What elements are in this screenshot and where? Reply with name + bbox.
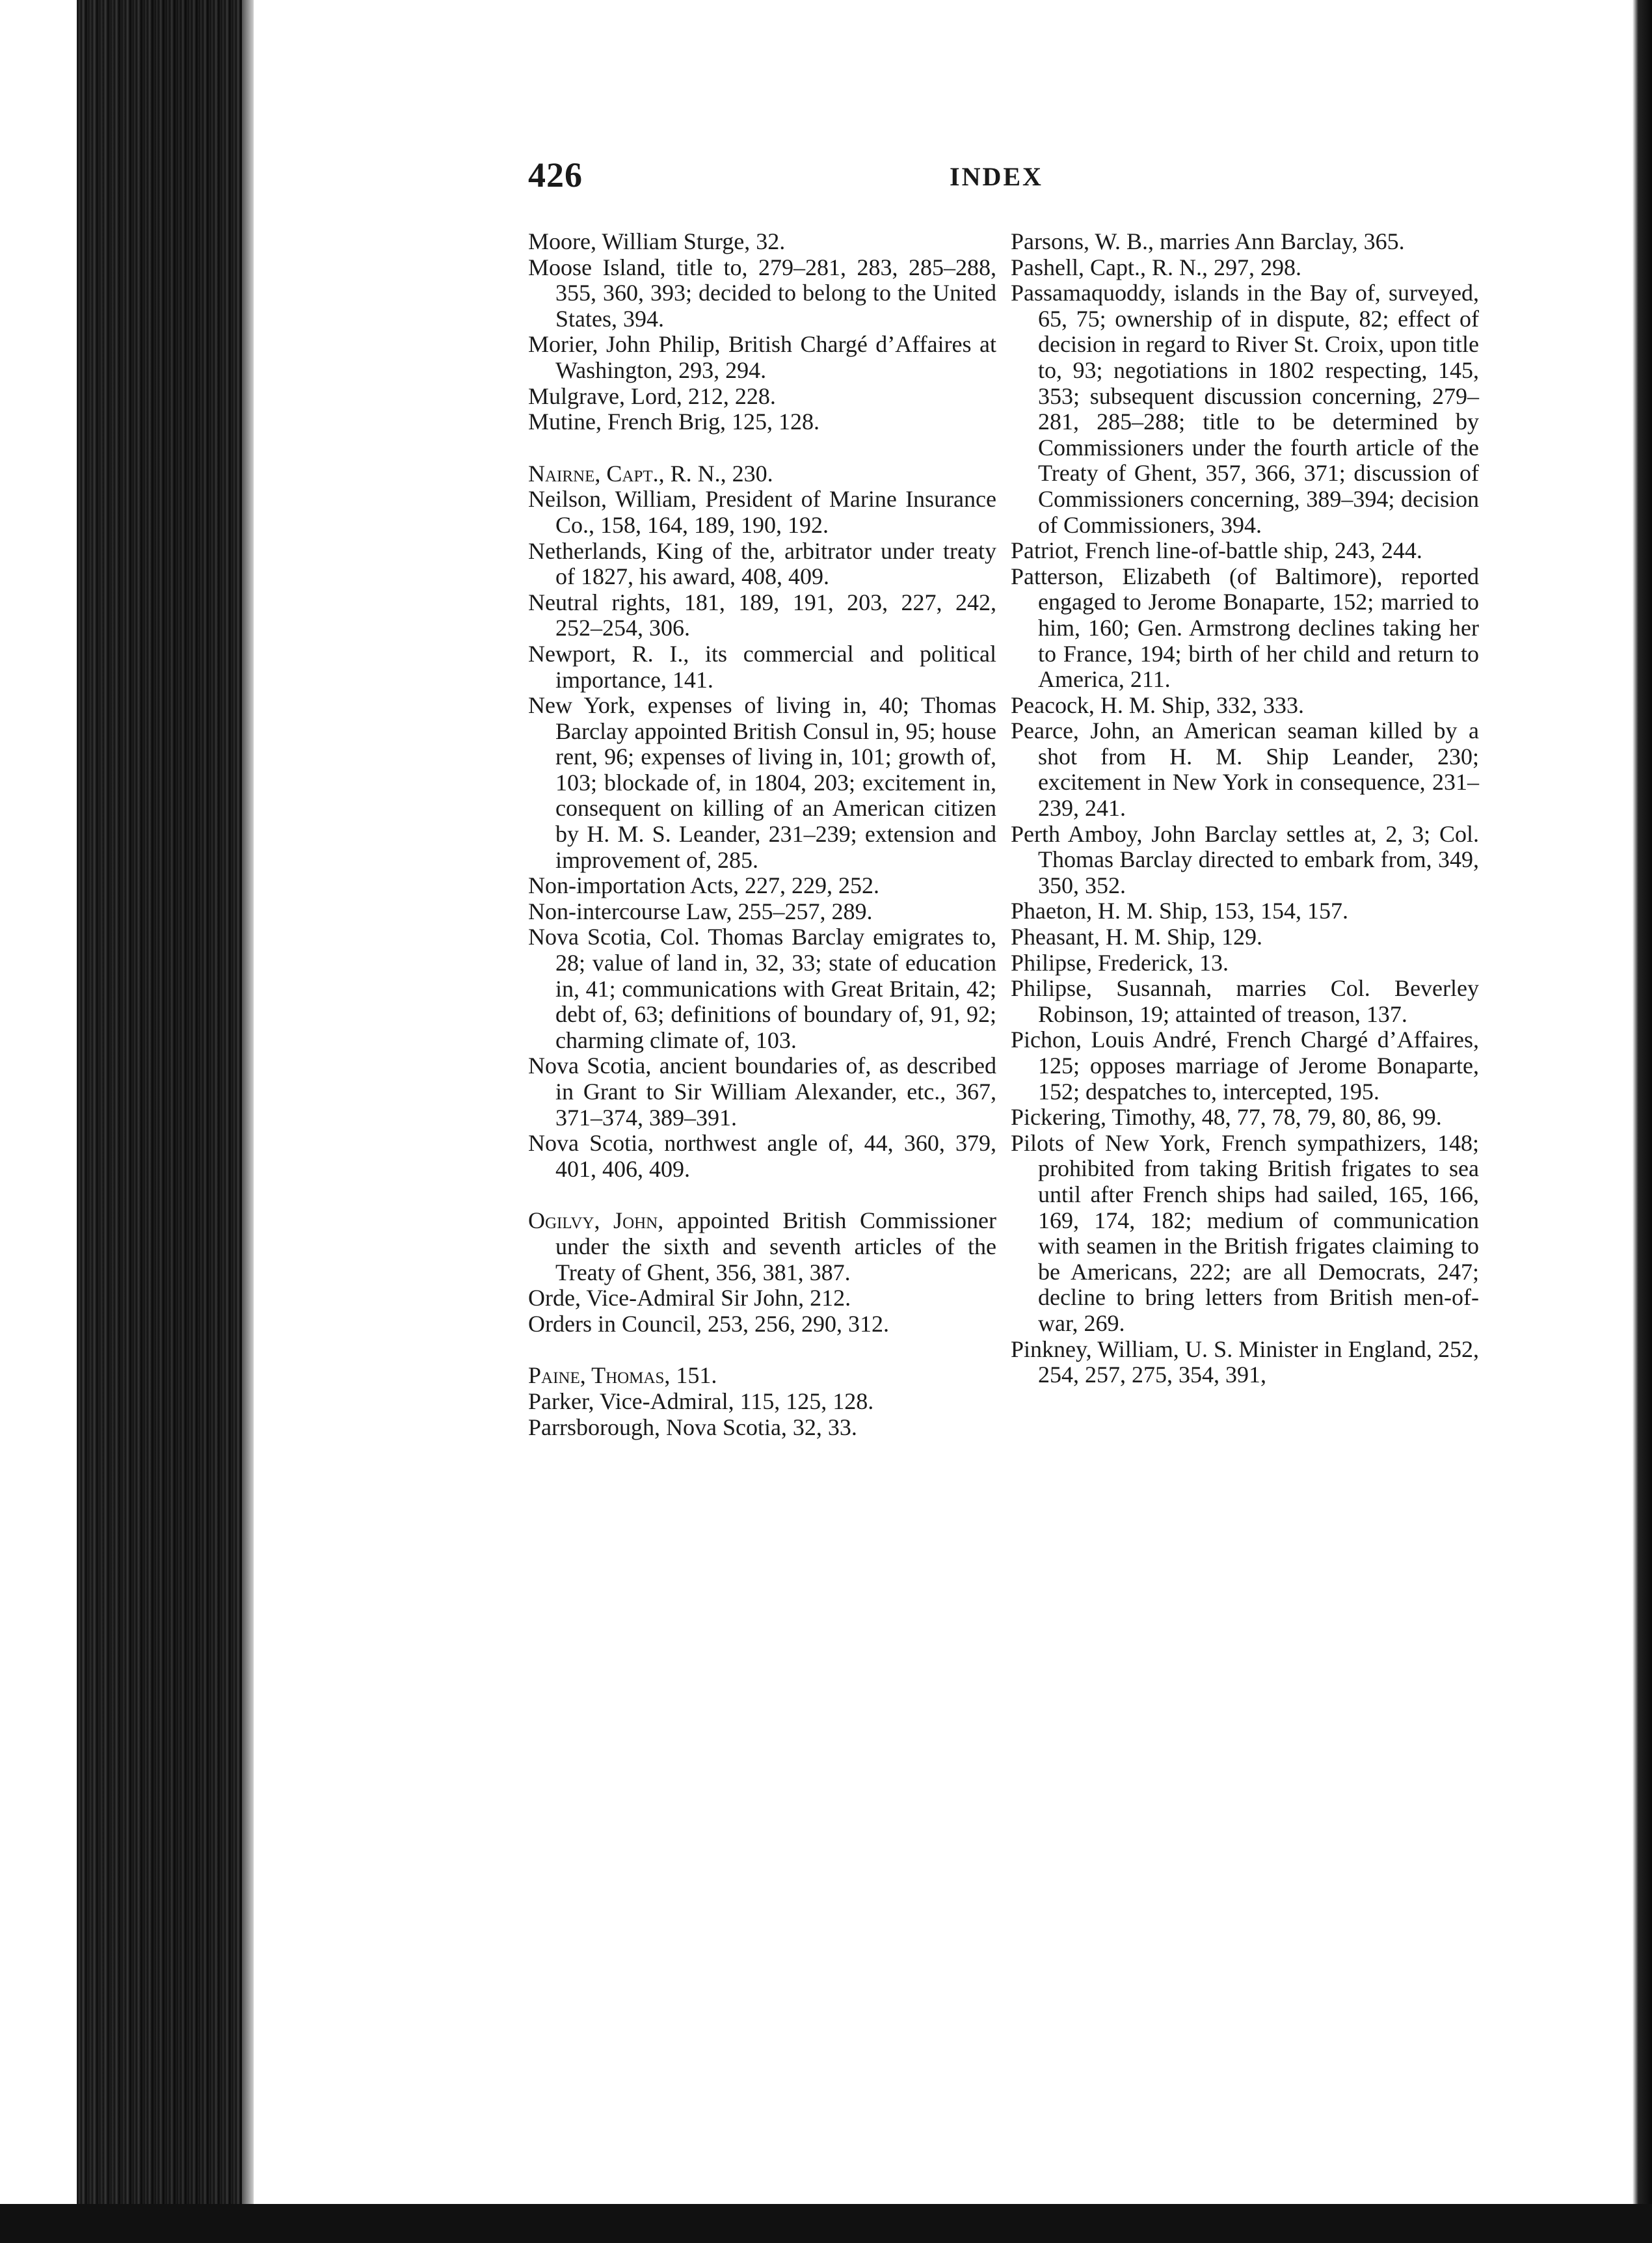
- index-entry-text: Parsons, W. B., marries Ann Barclay, 365.: [1011, 228, 1405, 254]
- index-entry: [528, 899, 996, 925]
- index-entry: [528, 590, 996, 641]
- index-entry-text: New York, expenses of living in, 40; Thomas Barclay appointed British Consul in, 95; house rent, 96; expenses of living in, 101; growth of, 103; blockade of, in 1804, 203; excitement in, consequent on killing of an American citizen by H. M. S. Leander, 231–239; extension and improvement of, 285.: [528, 692, 996, 873]
- index-entry: [1011, 693, 1479, 719]
- index-entry-text: Netherlands, King of the, arbitrator under treaty of 1827, his award, 408, 409.: [528, 537, 996, 590]
- index-entry: [1011, 255, 1479, 281]
- page-number: 426: [528, 155, 583, 195]
- index-entry-text: Orders in Council, 253, 256, 290, 312.: [528, 1310, 889, 1337]
- index-entry-text: Philipse, Frederick, 13.: [1011, 949, 1229, 976]
- index-entry-text: Pheasant, H. M. Ship, 129.: [1011, 924, 1262, 950]
- index-entry: [528, 461, 996, 487]
- index-entry: [1011, 1105, 1479, 1131]
- scan-bottom-border: [0, 2204, 1652, 2243]
- index-entry-text: Neutral rights, 181, 189, 191, 203, 227, 242, 252–254, 306.: [528, 589, 996, 641]
- index-entry-text: , 151.: [664, 1362, 717, 1389]
- index-entry-text: Pilots of New York, French sympathizers, 148; prohibited from taking British frigates to sea until after French ships had sailed, 165, 166, 169, 174, 182; medium of communication with seamen in the British frigates claiming to be Americans, 222; are all Democrats, 247; decline to bring letters from British men-of-war, 269.: [1011, 1129, 1479, 1336]
- index-entry-text: Patterson, Elizabeth (of Baltimore), reported engaged to Jerome Bonaparte, 152; married to him, 160; Gen. Armstrong declines taking her to France, 194; birth of her child and return to America, 211.: [1011, 563, 1479, 693]
- index-entry: [1011, 950, 1479, 976]
- page-title: INDEX: [950, 162, 1043, 191]
- index-entry: [1011, 229, 1479, 255]
- index-entry-heading: Paine, Thomas: [528, 1362, 665, 1389]
- index-entry: [528, 873, 996, 899]
- index-entry-text: Pinkney, William, U. S. Minister in England, 252, 254, 257, 275, 354, 391,: [1011, 1336, 1479, 1388]
- facing-page-edge: [1632, 0, 1652, 2243]
- index-entry-text: Parrsborough, Nova Scotia, 32, 33.: [528, 1414, 857, 1440]
- index-entry: [1011, 1337, 1479, 1388]
- index-entry: [528, 641, 996, 693]
- index-entry: [528, 1389, 996, 1415]
- index-entry: [528, 539, 996, 590]
- index-entry-text: Perth Amboy, John Barclay settles at, 2, 3; Col. Thomas Barclay directed to embark from, 349, 350, 352.: [1011, 820, 1479, 898]
- index-entry-text: , R. N., 230.: [658, 460, 773, 487]
- index-entry-text: Pichon, Louis André, French Chargé d’Affaires, 125; opposes marriage of Jerome Bonaparte, 152; despatches to, intercepted, 195.: [1011, 1027, 1479, 1105]
- index-entry-text: Pashell, Capt., R. N., 297, 298.: [1011, 254, 1301, 280]
- index-entry-text: Morier, John Philip, British Chargé d’Affaires at Washington, 293, 294.: [528, 331, 996, 383]
- index-entry-text: Phaeton, H. M. Ship, 153, 154, 157.: [1011, 898, 1349, 924]
- index-entry: [1011, 822, 1479, 899]
- index-entry-text: Pickering, Timothy, 48, 77, 78, 79, 80, 86, 99.: [1011, 1104, 1442, 1131]
- index-entry: [1011, 538, 1479, 564]
- index-entry: [528, 1131, 996, 1182]
- index-entry-text: Nova Scotia, ancient boundaries of, as described in Grant to Sir William Alexander, etc., 367, 371–374, 389–391.: [528, 1053, 996, 1131]
- index-entry: [528, 1363, 996, 1389]
- binding-shadow: [85, 0, 247, 2243]
- index-entry-text: , appointed British Commissioner under the sixth and seventh articles of the Treaty of Ghent, 356, 381, 387.: [555, 1207, 996, 1285]
- index-entry: [528, 1208, 996, 1285]
- index-entry-text: Neilson, William, President of Marine Insurance Co., 158, 164, 189, 190, 192.: [528, 486, 996, 538]
- scan-margin-overlay: [0, 0, 77, 2243]
- index-entry: [1011, 564, 1479, 693]
- index-entry-text: Patriot, French line-of-battle ship, 243, 244.: [1011, 537, 1422, 564]
- index-entry: [528, 1311, 996, 1337]
- index-entry-text: Moose Island, title to, 279–281, 283, 285–288, 355, 360, 393; decided to belong to the United States, 394.: [528, 254, 996, 332]
- index-entry: [1011, 976, 1479, 1027]
- index-entry-text: Nova Scotia, Col. Thomas Barclay emigrates to, 28; value of land in, 32, 33; state of education in, 41; communications with Great Britain, 42; debt of, 63; definitions of boundary of, 91, 92; charming climate of, 103.: [528, 924, 996, 1053]
- index-entry-text: Parker, Vice-Admiral, 115, 125, 128.: [528, 1388, 874, 1414]
- index-entry-text: Mulgrave, Lord, 212, 228.: [528, 383, 776, 409]
- index-entry: [528, 1285, 996, 1311]
- index-entry: [1011, 1027, 1479, 1105]
- index-entry: [528, 924, 996, 1053]
- index-entry-text: Nova Scotia, northwest angle of, 44, 360, 379, 401, 406, 409.: [528, 1130, 996, 1182]
- index-entry-text: Non-intercourse Law, 255–257, 289.: [528, 898, 873, 924]
- index-entry-text: Peacock, H. M. Ship, 332, 333.: [1011, 692, 1304, 718]
- page-gutter: [242, 0, 254, 2243]
- index-entry: [528, 1415, 996, 1441]
- index-entry: [528, 255, 996, 332]
- index-entry: [528, 693, 996, 873]
- index-entry: [1011, 718, 1479, 821]
- index-entry-text: Moore, William Sturge, 32.: [528, 228, 786, 254]
- index-entry: [1011, 280, 1479, 538]
- index-entry-text: Non-importation Acts, 227, 229, 252.: [528, 872, 879, 899]
- index-entry-text: Newport, R. I., its commercial and political importance, 141.: [528, 640, 996, 693]
- index-entry-text: Philipse, Susannah, marries Col. Beverley Robinson, 19; attainted of treason, 137.: [1011, 975, 1479, 1027]
- index-entry: [528, 229, 996, 255]
- index-entry-text: Mutine, French Brig, 125, 128.: [528, 409, 819, 435]
- index-entry: [528, 409, 996, 435]
- index-entry-text: Pearce, John, an American seaman killed by a shot from H. M. Ship Leander, 230; excitement in New York in consequence, 231–239, 241.: [1011, 718, 1479, 822]
- index-entry-heading: Nairne, Capt.: [528, 460, 659, 487]
- index-entry: [528, 384, 996, 410]
- index-entry-text: Passamaquoddy, islands in the Bay of, surveyed, 65, 75; ownership of in dispute, 82; effect of decision in regard to River St. Croix, upon title to, 93; negotiations in 1802 respecting, 145, 353; subsequent discussion concerning, 279–281, 285–288; title to be determined by Commissioners under the fourth article of the Treaty of Ghent, 357, 366, 371; discussion of Commissioners concerning, 389–394; decision of Commissioners, 394.: [1011, 280, 1479, 538]
- index-entry: [528, 487, 996, 538]
- index-column-right: [1011, 229, 1479, 1388]
- index-column-left: [528, 229, 996, 1440]
- index-entry-heading: Ogilvy, John: [528, 1207, 658, 1234]
- index-entry: [528, 332, 996, 383]
- index-entry: [1011, 924, 1479, 950]
- index-entry: [1011, 1131, 1479, 1337]
- index-entry: [1011, 898, 1479, 924]
- index-entry-text: Orde, Vice-Admiral Sir John, 212.: [528, 1285, 851, 1311]
- running-head: [528, 155, 1439, 207]
- index-entry: [528, 1053, 996, 1131]
